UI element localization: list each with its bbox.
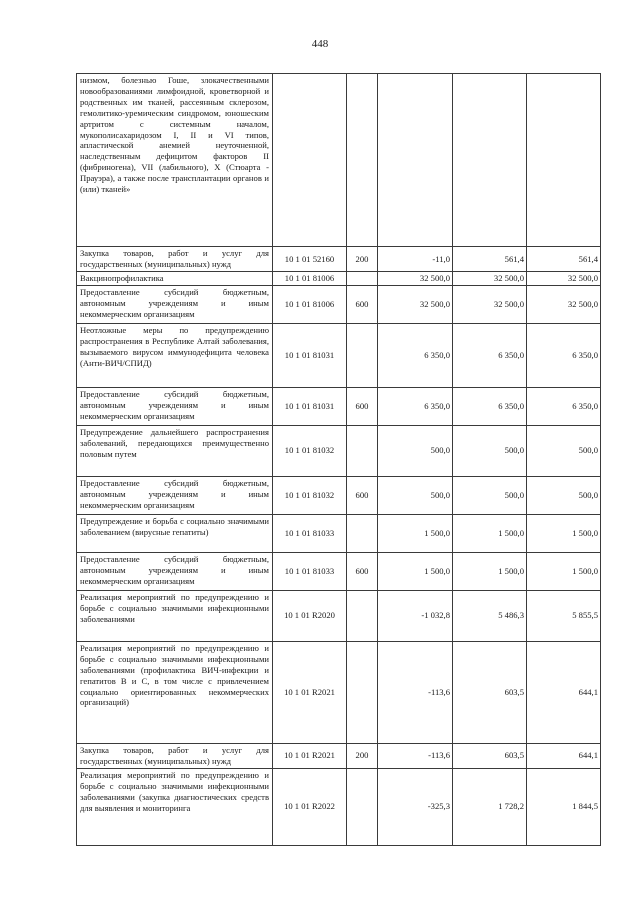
row-value-3-cell: 561,4 [527, 247, 601, 272]
row-code-cell: 10 1 01 R2022 [273, 768, 347, 845]
row-code-cell: 10 1 01 81006 [273, 272, 347, 286]
row-value-2-cell: 500,0 [453, 476, 527, 514]
row-expense-type-cell [347, 74, 378, 247]
row-value-1-cell: 32 500,0 [378, 272, 453, 286]
row-code-cell: 10 1 01 81031 [273, 387, 347, 425]
row-name-cell: Предоставление субсидий бюджетным, автономным учреждениям и иным некоммерческим организациям [77, 476, 273, 514]
row-value-2-cell [453, 74, 527, 247]
row-value-1-cell: -113,6 [378, 743, 453, 768]
row-value-2-cell: 32 500,0 [453, 285, 527, 323]
row-name-cell: Вакцинопрофилактика [77, 272, 273, 286]
row-value-2-cell: 500,0 [453, 425, 527, 476]
row-expense-type-cell [347, 768, 378, 845]
row-value-1-cell: -113,6 [378, 641, 453, 743]
table-row [77, 323, 601, 387]
row-name-cell: Реализация мероприятий по предупреждению и борьбе с социально значимыми инфекционными заболеваниями [77, 590, 273, 641]
row-value-2-cell: 561,4 [453, 247, 527, 272]
row-value-3-cell: 32 500,0 [527, 272, 601, 286]
row-value-3-cell: 1 844,5 [527, 768, 601, 845]
row-name-cell: Закупка товаров, работ и услуг для государственных (муниципальных) нужд [77, 247, 273, 272]
table-row [77, 272, 601, 286]
table-row [77, 768, 601, 845]
row-code-cell: 10 1 01 81032 [273, 476, 347, 514]
row-name-cell: Реализация мероприятий по предупреждению и борьбе с социально значимыми инфекционными заболеваниями (профилактика ВИЧ-инфекции и гепатитов B и C, в том числе с привлечением социально ориентированных некоммерческих организаций) [77, 641, 273, 743]
row-name-cell: Предупреждение и борьба с социально значимыми заболеванием (вирусные гепатиты) [77, 514, 273, 552]
row-value-2-cell: 1 500,0 [453, 552, 527, 590]
table-row [77, 641, 601, 743]
row-code-cell: 10 1 01 R2020 [273, 590, 347, 641]
row-code-cell: 10 1 01 81033 [273, 514, 347, 552]
row-value-1-cell [378, 74, 453, 247]
row-code-cell: 10 1 01 52160 [273, 247, 347, 272]
row-expense-type-cell [347, 590, 378, 641]
row-value-2-cell: 603,5 [453, 641, 527, 743]
row-value-3-cell: 1 500,0 [527, 552, 601, 590]
row-expense-type-cell: 200 [347, 247, 378, 272]
row-name-cell: Закупка товаров, работ и услуг для государственных (муниципальных) нужд [77, 743, 273, 768]
row-code-cell: 10 1 01 81006 [273, 285, 347, 323]
row-value-1-cell: 1 500,0 [378, 552, 453, 590]
row-value-1-cell: -11,0 [378, 247, 453, 272]
row-value-1-cell: 32 500,0 [378, 285, 453, 323]
table-row [77, 590, 601, 641]
row-code-cell: 10 1 01 81033 [273, 552, 347, 590]
budget-table-body [77, 74, 601, 846]
row-code-cell: 10 1 01 R2021 [273, 743, 347, 768]
budget-table [76, 73, 601, 846]
row-expense-type-cell [347, 272, 378, 286]
table-row [77, 743, 601, 768]
row-expense-type-cell [347, 514, 378, 552]
row-value-3-cell: 644,1 [527, 743, 601, 768]
row-value-1-cell: 6 350,0 [378, 323, 453, 387]
row-value-3-cell: 644,1 [527, 641, 601, 743]
row-value-2-cell: 5 486,3 [453, 590, 527, 641]
row-expense-type-cell [347, 641, 378, 743]
row-name-cell: Предоставление субсидий бюджетным, автономным учреждениям и иным некоммерческим организациям [77, 552, 273, 590]
table-row [77, 74, 601, 247]
table-row [77, 285, 601, 323]
row-value-2-cell: 1 728,2 [453, 768, 527, 845]
row-value-2-cell: 6 350,0 [453, 323, 527, 387]
row-value-1-cell: -325,3 [378, 768, 453, 845]
row-code-cell [273, 74, 347, 247]
row-value-1-cell: 500,0 [378, 476, 453, 514]
row-value-3-cell: 32 500,0 [527, 285, 601, 323]
row-value-3-cell [527, 74, 601, 247]
row-expense-type-cell [347, 323, 378, 387]
row-expense-type-cell: 600 [347, 387, 378, 425]
row-name-cell: Предупреждение дальнейшего распространения заболеваний, передающихся преимущественно половым путем [77, 425, 273, 476]
row-code-cell: 10 1 01 R2021 [273, 641, 347, 743]
row-value-3-cell: 500,0 [527, 425, 601, 476]
table-row [77, 247, 601, 272]
row-name-cell: Предоставление субсидий бюджетным, автономным учреждениям и иным некоммерческим организациям [77, 387, 273, 425]
row-name-cell: Предоставление субсидий бюджетным, автономным учреждениям и иным некоммерческим организациям [77, 285, 273, 323]
table-row [77, 552, 601, 590]
row-value-3-cell: 6 350,0 [527, 387, 601, 425]
row-value-2-cell: 6 350,0 [453, 387, 527, 425]
row-expense-type-cell [347, 425, 378, 476]
row-value-1-cell: 1 500,0 [378, 514, 453, 552]
row-code-cell: 10 1 01 81032 [273, 425, 347, 476]
table-row [77, 476, 601, 514]
row-value-2-cell: 603,5 [453, 743, 527, 768]
row-value-3-cell: 1 500,0 [527, 514, 601, 552]
table-row [77, 514, 601, 552]
row-value-1-cell: 6 350,0 [378, 387, 453, 425]
row-value-2-cell: 1 500,0 [453, 514, 527, 552]
row-expense-type-cell: 200 [347, 743, 378, 768]
row-name-cell: низмом, болезнью Гоше, злокачественными новообразованиями лимфоидной, кроветворной и родственных им тканей, рассеянным склерозом, гемолитико-уремическим синдромом, юношеским артритом с системным началом, мукополисахаридозом I, II и VI типов, апластической анемией неуточненной, наследственным дефицитом факторов II (фибриногена), VII (лабильного), X (Стюарта - Прауэра), а также после трансплантации органов и (или) тканей» [77, 74, 273, 247]
row-expense-type-cell: 600 [347, 476, 378, 514]
row-value-1-cell: -1 032,8 [378, 590, 453, 641]
page-number: 448 [311, 38, 329, 50]
table-row [77, 387, 601, 425]
row-value-1-cell: 500,0 [378, 425, 453, 476]
row-value-3-cell: 5 855,5 [527, 590, 601, 641]
row-name-cell: Реализация мероприятий по предупреждению и борьбе с социально значимыми инфекционными заболеваниями (закупка диагностических средств для выявления и мониторинга [77, 768, 273, 845]
row-value-2-cell: 32 500,0 [453, 272, 527, 286]
row-value-3-cell: 500,0 [527, 476, 601, 514]
table-row [77, 425, 601, 476]
row-value-3-cell: 6 350,0 [527, 323, 601, 387]
row-name-cell: Неотложные меры по предупреждению распространения в Республике Алтай заболевания, вызываемого вирусом иммунодефицита человека (Анти-ВИЧ/СПИД) [77, 323, 273, 387]
row-expense-type-cell: 600 [347, 285, 378, 323]
row-code-cell: 10 1 01 81031 [273, 323, 347, 387]
row-expense-type-cell: 600 [347, 552, 378, 590]
